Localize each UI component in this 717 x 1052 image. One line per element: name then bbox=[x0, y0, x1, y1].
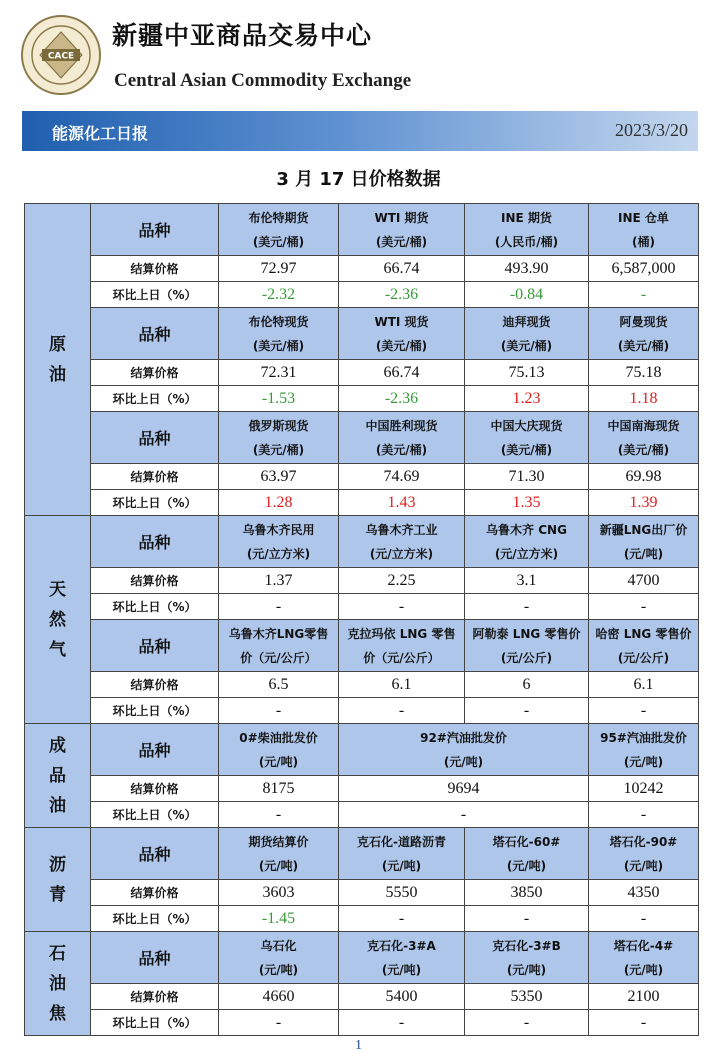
column-header-name: 新疆LNG出厂价 bbox=[599, 522, 688, 537]
change-label: 环比上日（%） bbox=[91, 282, 219, 308]
column-header bbox=[219, 204, 339, 256]
settlement-price-label: 结算价格 bbox=[91, 984, 219, 1010]
change-cell: - bbox=[465, 906, 589, 932]
price-cell: 75.18 bbox=[589, 360, 699, 386]
price-row bbox=[25, 464, 699, 490]
price-cell: 5350 bbox=[465, 984, 589, 1010]
price-cell: 10242 bbox=[589, 776, 699, 802]
report-date: 2023/3/20 bbox=[614, 120, 688, 140]
column-header-name: WTI 现货 bbox=[374, 314, 429, 329]
column-header-unit: (元/吨) bbox=[381, 962, 422, 977]
column-header bbox=[465, 412, 589, 464]
variety-label: 品种 bbox=[91, 308, 219, 360]
price-cell: 3603 bbox=[219, 880, 339, 906]
change-cell: 1.43 bbox=[339, 490, 465, 516]
column-header-unit: (元/吨) bbox=[623, 754, 664, 769]
column-header-name: 乌鲁木齐工业 bbox=[365, 522, 438, 537]
column-header bbox=[339, 724, 589, 776]
change-cell: - bbox=[465, 594, 589, 620]
price-table bbox=[24, 203, 699, 1036]
column-header-unit: (元/公斤) bbox=[617, 650, 670, 665]
header-row bbox=[25, 828, 699, 880]
column-header bbox=[339, 828, 465, 880]
price-row bbox=[25, 776, 699, 802]
column-header bbox=[589, 620, 699, 672]
exchange-title-cn: 新疆中亚商品交易中心 bbox=[112, 21, 373, 50]
price-cell: 6.1 bbox=[339, 672, 465, 698]
column-header-unit: (元/吨) bbox=[258, 858, 299, 873]
column-header-unit: (元/吨) bbox=[506, 858, 547, 873]
column-header-unit: (美元/桶) bbox=[617, 442, 670, 457]
column-header-name: 迪拜现货 bbox=[502, 314, 551, 329]
column-header-name: 95#汽油批发价 bbox=[600, 730, 687, 745]
column-header-unit: (元/吨) bbox=[623, 546, 664, 561]
column-header bbox=[219, 516, 339, 568]
column-header-unit: (元/吨) bbox=[506, 962, 547, 977]
price-cell: 71.30 bbox=[465, 464, 589, 490]
column-header-name: 克拉玛依 LNG 零售 bbox=[347, 626, 456, 641]
column-header-name: 俄罗斯现货 bbox=[248, 418, 309, 433]
change-label: 环比上日（%） bbox=[91, 698, 219, 724]
change-cell: -1.53 bbox=[219, 386, 339, 412]
price-cell: 8175 bbox=[219, 776, 339, 802]
settlement-price-label: 结算价格 bbox=[91, 360, 219, 386]
column-header-name: 克石化-道路沥青 bbox=[357, 834, 446, 849]
column-header-name: 阿曼现货 bbox=[619, 314, 668, 329]
change-cell: - bbox=[339, 594, 465, 620]
change-cell: -0.84 bbox=[465, 282, 589, 308]
change-cell: -2.36 bbox=[339, 282, 465, 308]
section-label-char: 成 bbox=[49, 735, 66, 756]
change-cell: - bbox=[339, 1010, 465, 1036]
change-cell: 1.18 bbox=[589, 386, 699, 412]
change-label: 环比上日（%） bbox=[91, 802, 219, 828]
column-header-unit: (美元/桶) bbox=[375, 442, 428, 457]
change-row bbox=[25, 282, 699, 308]
change-cell: -1.45 bbox=[219, 906, 339, 932]
column-header-name: 中国胜利现货 bbox=[365, 418, 438, 433]
column-header bbox=[465, 308, 589, 360]
change-cell: - bbox=[589, 906, 699, 932]
column-header-name: INE 仓单 bbox=[618, 210, 669, 225]
change-cell: - bbox=[339, 906, 465, 932]
page-title: 3 月 17 日价格数据 bbox=[276, 169, 441, 190]
column-header-name: 塔石化-4# bbox=[613, 938, 674, 953]
header-row bbox=[25, 932, 699, 984]
report-name: 能源化工日报 bbox=[52, 124, 149, 143]
change-cell: 1.35 bbox=[465, 490, 589, 516]
change-cell: - bbox=[589, 282, 699, 308]
price-cell: 6 bbox=[465, 672, 589, 698]
cace-logo bbox=[20, 14, 102, 96]
price-cell: 75.13 bbox=[465, 360, 589, 386]
settlement-price-label: 结算价格 bbox=[91, 568, 219, 594]
change-cell: - bbox=[465, 1010, 589, 1036]
column-header-name: 0#柴油批发价 bbox=[239, 730, 318, 745]
column-header bbox=[339, 932, 465, 984]
settlement-price-label: 结算价格 bbox=[91, 464, 219, 490]
column-header-name: 塔石化-60# bbox=[492, 834, 561, 849]
column-header-name: 阿勒泰 LNG 零售价 bbox=[472, 626, 581, 641]
header-row bbox=[25, 412, 699, 464]
column-header-name: 期货结算价 bbox=[248, 834, 309, 849]
column-header-unit: (元/立方米) bbox=[369, 546, 434, 561]
column-header bbox=[219, 412, 339, 464]
settlement-price-label: 结算价格 bbox=[91, 256, 219, 282]
column-header bbox=[465, 620, 589, 672]
column-header bbox=[589, 308, 699, 360]
change-cell: - bbox=[339, 698, 465, 724]
column-header-name: 乌石化 bbox=[260, 938, 297, 953]
change-label: 环比上日（%） bbox=[91, 594, 219, 620]
settlement-price-label: 结算价格 bbox=[91, 672, 219, 698]
section-label-char: 焦 bbox=[49, 1003, 66, 1024]
section-label-char: 然 bbox=[49, 609, 66, 630]
change-label: 环比上日（%） bbox=[91, 386, 219, 412]
change-row bbox=[25, 802, 699, 828]
column-header-name: 哈密 LNG 零售价 bbox=[595, 626, 692, 641]
change-row bbox=[25, 906, 699, 932]
column-header bbox=[465, 516, 589, 568]
header-row bbox=[25, 724, 699, 776]
column-header-name: 布伦特期货 bbox=[248, 210, 309, 225]
column-header bbox=[219, 932, 339, 984]
price-cell: 3850 bbox=[465, 880, 589, 906]
column-header bbox=[589, 724, 699, 776]
column-header-name: 中国大庆现货 bbox=[490, 418, 563, 433]
settlement-price-label: 结算价格 bbox=[91, 880, 219, 906]
variety-label: 品种 bbox=[91, 932, 219, 984]
section-label-char: 油 bbox=[49, 795, 66, 816]
column-header bbox=[339, 204, 465, 256]
variety-label: 品种 bbox=[91, 412, 219, 464]
price-cell: 5400 bbox=[339, 984, 465, 1010]
change-cell: 1.39 bbox=[589, 490, 699, 516]
price-cell: 74.69 bbox=[339, 464, 465, 490]
change-cell: 1.28 bbox=[219, 490, 339, 516]
change-cell: - bbox=[589, 1010, 699, 1036]
column-header-unit: (元/吨) bbox=[258, 962, 299, 977]
section-label-char: 沥 bbox=[49, 854, 66, 875]
change-cell: - bbox=[219, 802, 339, 828]
column-header bbox=[339, 308, 465, 360]
price-cell: 4660 bbox=[219, 984, 339, 1010]
variety-label: 品种 bbox=[91, 516, 219, 568]
column-header bbox=[339, 412, 465, 464]
price-cell: 6.5 bbox=[219, 672, 339, 698]
report-banner bbox=[22, 111, 698, 151]
column-header-unit: (美元/桶) bbox=[500, 338, 553, 353]
price-cell: 3.1 bbox=[465, 568, 589, 594]
change-label: 环比上日（%） bbox=[91, 1010, 219, 1036]
column-header-unit: 价（元/公斤） bbox=[363, 650, 440, 665]
price-cell: 69.98 bbox=[589, 464, 699, 490]
page-number: 1 bbox=[355, 1038, 362, 1052]
header-row bbox=[25, 620, 699, 672]
change-cell: - bbox=[219, 1010, 339, 1036]
column-header-name: INE 期货 bbox=[501, 210, 552, 225]
column-header-unit: (元/吨) bbox=[381, 858, 422, 873]
section-label-char: 油 bbox=[49, 364, 66, 385]
price-cell: 493.90 bbox=[465, 256, 589, 282]
change-cell: - bbox=[219, 698, 339, 724]
change-cell: - bbox=[465, 698, 589, 724]
column-header-unit: (桶) bbox=[632, 234, 655, 249]
section-label bbox=[25, 932, 91, 1036]
section-label-char: 品 bbox=[49, 765, 66, 786]
price-cell: 9694 bbox=[339, 776, 589, 802]
column-header-unit: (元/吨) bbox=[623, 962, 664, 977]
column-header bbox=[589, 204, 699, 256]
price-row bbox=[25, 880, 699, 906]
column-header-unit: (元/公斤) bbox=[500, 650, 553, 665]
section-label-char: 原 bbox=[49, 334, 66, 355]
header-row bbox=[25, 308, 699, 360]
column-header-name: 克石化-3#A bbox=[367, 938, 436, 953]
variety-label: 品种 bbox=[91, 724, 219, 776]
exchange-title-en: Central Asian Commodity Exchange bbox=[114, 70, 412, 91]
section-label-char: 气 bbox=[49, 639, 66, 660]
column-header-unit: (美元/桶) bbox=[375, 338, 428, 353]
change-label: 环比上日（%） bbox=[91, 906, 219, 932]
change-row bbox=[25, 1010, 699, 1036]
column-header bbox=[219, 828, 339, 880]
variety-label: 品种 bbox=[91, 204, 219, 256]
column-header-unit: (美元/桶) bbox=[375, 234, 428, 249]
column-header-unit: (元/立方米) bbox=[494, 546, 559, 561]
column-header-unit: 价（元/公斤） bbox=[240, 650, 317, 665]
price-cell: 2100 bbox=[589, 984, 699, 1010]
section-label bbox=[25, 204, 91, 516]
column-header-unit: (人民币/桶) bbox=[494, 234, 559, 249]
price-row bbox=[25, 672, 699, 698]
change-cell: - bbox=[589, 594, 699, 620]
column-header-name: 中国南海现货 bbox=[607, 418, 680, 433]
column-header-name: 乌鲁木齐LNG零售 bbox=[228, 626, 329, 641]
price-cell: 6.1 bbox=[589, 672, 699, 698]
header-row bbox=[25, 516, 699, 568]
column-header-name: WTI 期货 bbox=[374, 210, 429, 225]
section-label bbox=[25, 516, 91, 724]
change-cell: - bbox=[219, 594, 339, 620]
price-cell: 66.74 bbox=[339, 256, 465, 282]
column-header-unit: (元/吨) bbox=[623, 858, 664, 873]
logo-text: CACE bbox=[47, 51, 75, 62]
change-cell: - bbox=[589, 698, 699, 724]
change-row bbox=[25, 386, 699, 412]
change-cell: 1.23 bbox=[465, 386, 589, 412]
column-header-unit: (元/吨) bbox=[258, 754, 299, 769]
change-cell: - bbox=[339, 802, 589, 828]
header-row bbox=[25, 204, 699, 256]
column-header-unit: (美元/桶) bbox=[252, 442, 305, 457]
price-row bbox=[25, 984, 699, 1010]
column-header bbox=[589, 516, 699, 568]
variety-label: 品种 bbox=[91, 828, 219, 880]
column-header bbox=[339, 620, 465, 672]
section-label bbox=[25, 828, 91, 932]
change-row bbox=[25, 490, 699, 516]
column-header-name: 塔石化-90# bbox=[609, 834, 678, 849]
price-cell: 72.31 bbox=[219, 360, 339, 386]
column-header bbox=[589, 932, 699, 984]
settlement-price-label: 结算价格 bbox=[91, 776, 219, 802]
section-label bbox=[25, 724, 91, 828]
price-cell: 1.37 bbox=[219, 568, 339, 594]
column-header bbox=[465, 828, 589, 880]
column-header-unit: (元/立方米) bbox=[246, 546, 311, 561]
change-cell: -2.32 bbox=[219, 282, 339, 308]
section-label-char: 天 bbox=[49, 579, 66, 600]
change-cell: -2.36 bbox=[339, 386, 465, 412]
section-label-char: 青 bbox=[49, 884, 66, 905]
price-cell: 63.97 bbox=[219, 464, 339, 490]
column-header-unit: (美元/桶) bbox=[500, 442, 553, 457]
section-label-char: 石 bbox=[49, 943, 66, 964]
price-cell: 66.74 bbox=[339, 360, 465, 386]
column-header bbox=[465, 932, 589, 984]
change-label: 环比上日（%） bbox=[91, 490, 219, 516]
price-row bbox=[25, 568, 699, 594]
column-header-name: 布伦特现货 bbox=[248, 314, 309, 329]
price-cell: 2.25 bbox=[339, 568, 465, 594]
column-header bbox=[219, 308, 339, 360]
column-header bbox=[589, 828, 699, 880]
price-cell: 6,587,000 bbox=[589, 256, 699, 282]
column-header-unit: (美元/桶) bbox=[617, 338, 670, 353]
column-header bbox=[589, 412, 699, 464]
price-cell: 72.97 bbox=[219, 256, 339, 282]
column-header-unit: (美元/桶) bbox=[252, 338, 305, 353]
column-header-name: 乌鲁木齐 CNG bbox=[486, 522, 567, 537]
column-header-unit: (美元/桶) bbox=[252, 234, 305, 249]
column-header bbox=[219, 620, 339, 672]
price-cell: 4350 bbox=[589, 880, 699, 906]
price-row bbox=[25, 256, 699, 282]
column-header-name: 乌鲁木齐民用 bbox=[242, 522, 315, 537]
price-cell: 4700 bbox=[589, 568, 699, 594]
column-header-name: 92#汽油批发价 bbox=[420, 730, 507, 745]
price-row bbox=[25, 360, 699, 386]
change-row bbox=[25, 594, 699, 620]
change-row bbox=[25, 698, 699, 724]
column-header-name: 克石化-3#B bbox=[492, 938, 561, 953]
variety-label: 品种 bbox=[91, 620, 219, 672]
price-cell: 5550 bbox=[339, 880, 465, 906]
section-label-char: 油 bbox=[49, 973, 66, 994]
column-header bbox=[465, 204, 589, 256]
column-header-unit: (元/吨) bbox=[443, 754, 484, 769]
column-header bbox=[219, 724, 339, 776]
change-cell: - bbox=[589, 802, 699, 828]
column-header bbox=[339, 516, 465, 568]
